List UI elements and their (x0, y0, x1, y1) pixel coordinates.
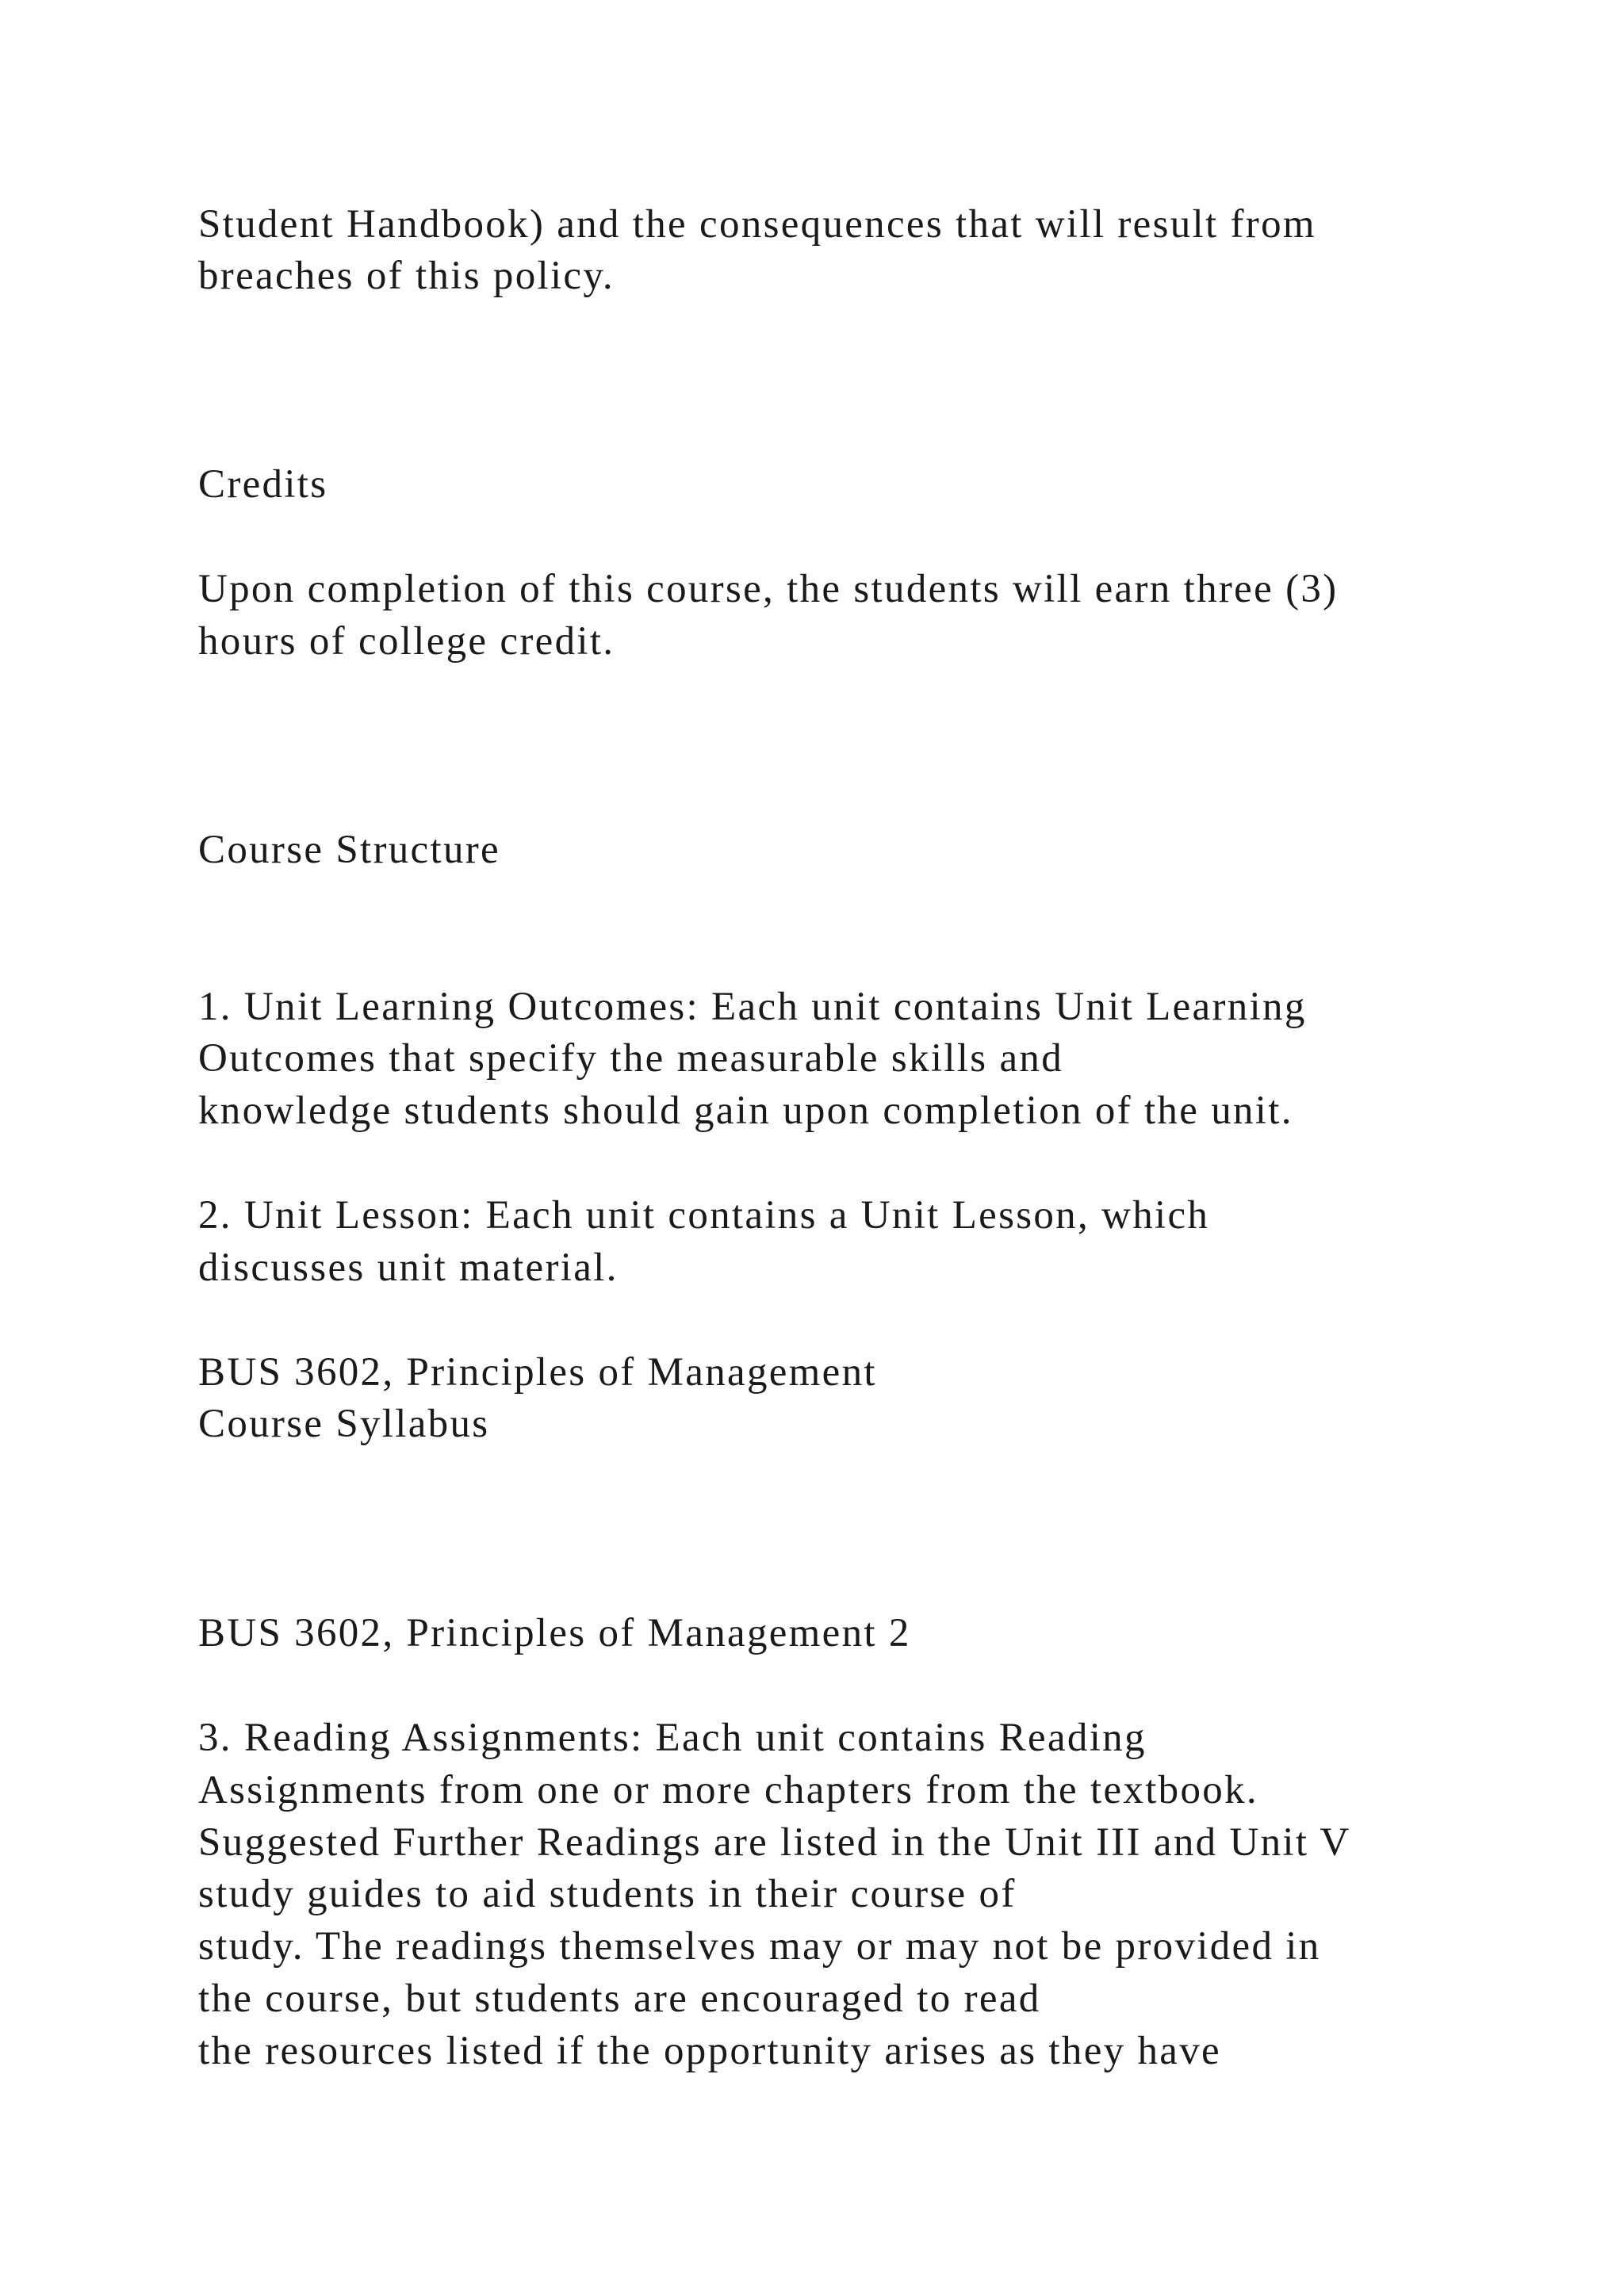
item1-line-3: knowledge students should gain upon completion of the unit. (198, 1089, 1293, 1133)
item3-line-4: study guides to aid students in their course of (198, 1872, 1017, 1916)
item3-line-7: the resources listed if the opportunity arises as they have (198, 2029, 1221, 2073)
item2-line-2: discusses unit material. (198, 1246, 619, 1290)
credits-heading: Credits (198, 462, 328, 507)
item3-line-5: study. The readings themselves may or may not be provided in (198, 1924, 1321, 1969)
item3-line-6: the course, but students are encouraged to read (198, 1976, 1041, 2021)
item3-line-3: Suggested Further Readings are listed in the Unit III and Unit V (198, 1820, 1351, 1865)
item1-line-2: Outcomes that specify the measurable skills and (198, 1036, 1063, 1081)
item2-line-1: 2. Unit Lesson: Each unit contains a Unit Lesson, which (198, 1193, 1210, 1238)
page-footer-line-2: Course Syllabus (198, 1402, 490, 1446)
page-footer-line-1: BUS 3602, Principles of Management (198, 1350, 877, 1395)
intro-line-2: breaches of this policy. (198, 254, 615, 298)
item3-line-2: Assignments from one or more chapters from the textbook. (198, 1768, 1258, 1812)
item1-line-1: 1. Unit Learning Outcomes: Each unit contains Unit Learning (198, 985, 1307, 1029)
intro-line-1: Student Handbook) and the consequences that will result from (198, 202, 1316, 247)
credits-line-2: hours of college credit. (198, 619, 615, 664)
credits-line-1: Upon completion of this course, the students will earn three (3) (198, 567, 1339, 611)
course-structure-heading: Course Structure (198, 828, 500, 872)
item3-line-1: 3. Reading Assignments: Each unit contains Reading (198, 1716, 1147, 1760)
page-header-line-1: BUS 3602, Principles of Management 2 (198, 1611, 911, 1655)
